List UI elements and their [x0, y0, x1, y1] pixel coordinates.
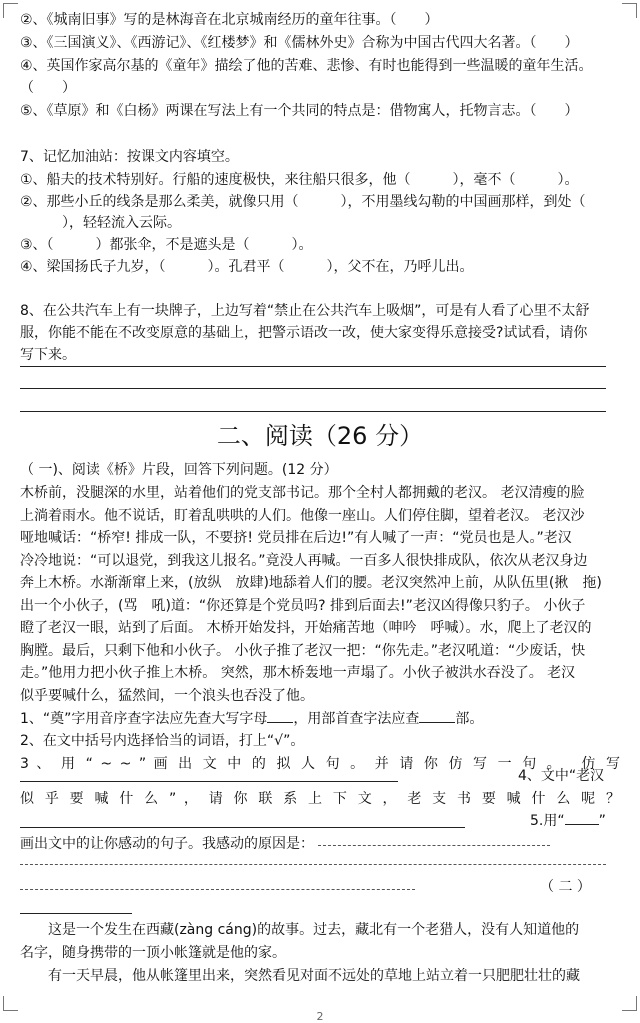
page-number: 2 [316, 1010, 324, 1023]
answer-line-q3[interactable] [20, 781, 398, 782]
passage-line: 冷冷地说：“可以退党，到我这儿报名。”竟没人再喊。一百多人很快排成队，依次从老汉身边 [20, 553, 588, 569]
q7-line: ），轻轻流入云际。 [20, 215, 181, 231]
passage-line: 胸膛。最后，只剩下他和小伙子。 小伙子推了老汉一把：“你先走。”老汉吼道：“少废话，快 [20, 643, 586, 659]
judge-item: ②、《城南旧事》写的是林海音在北京城南经历的童年往事。（ ） [20, 12, 439, 28]
q7-line: ①、船夫的技术特别好。行船的速度极快，来往船只很多，他（ ），毫不（ ）。 [20, 172, 579, 188]
radical-blank[interactable] [419, 710, 455, 723]
question-5-start [530, 812, 620, 830]
answer-line[interactable] [20, 411, 606, 412]
question-3: 3 、 用 “ ~ ~ ” 画 出 文 中 的 拟 人 句 。 并 请 你 仿 写 一 句 。 仿 写 [20, 756, 620, 772]
passage-line: 似乎要喊什么，猛然间，一个浪头也吞没了他。 [20, 688, 314, 704]
passage-line: 上淌着雨水。他不说话，盯着乱哄哄的人们。他像一座山。人们停住脚，望着老汉。 老汉沙 [20, 508, 585, 524]
answer-dash-3[interactable] [20, 889, 415, 890]
question-4-start: 4、文中“老汉 [518, 768, 605, 784]
answer-line-q4[interactable] [20, 827, 465, 828]
passage-line: 出一个小伙子，(骂 吼)道：“你还算是个党员吗? 排到后面去!”老汉凶得像只豹子。 小伙子 [20, 598, 586, 614]
question-2: 2、在文中括号内选择恰当的词语，打上“√”。 [20, 733, 305, 749]
passage-line: 木桥前，没腿深的水里，站着他们的党支部书记。那个全村人都拥戴的老汉。 老汉清瘦的脸 [20, 485, 585, 501]
passage2-line: 名字，随身携带的一顶小帐篷就是他的家。 [20, 945, 286, 961]
question-1-text-b: ，用部首查字法应查 [293, 711, 420, 727]
letter-blank[interactable] [267, 710, 293, 723]
question-4-text: 似 乎 要 喊 什 么 ” ， 请 你 联 系 上 下 文 ， 老 支 书 要 喊 什 么 呢 ？ [20, 791, 620, 807]
section-title: 二、阅读（26 分） [216, 422, 424, 450]
passage2-line: 有一天早晨，他从帐篷里出来，突然看见对面不远处的草地上站立着一只肥肥壮壮的藏 [48, 968, 580, 984]
mark-blank[interactable] [565, 812, 599, 825]
question-1 [20, 710, 620, 728]
question-1-text-c: 部。 [455, 711, 484, 727]
answer-dash-2[interactable] [20, 864, 606, 865]
q7-title: 7、记忆加油站：按课文内容填空。 [20, 149, 239, 165]
crop-mark-bottom-right [622, 996, 637, 1011]
passage-line: 哑地喊话：“桥窄! 排成一队，不要挤! 党员排在后边!”有人喊了一声：“党员也是人。”老汉 [20, 530, 572, 546]
short-line [20, 913, 132, 914]
crop-mark-top-right [622, 3, 637, 18]
q7-line: ④、梁国扬氏子九岁，（ ）。孔君平（ ），父不在，乃呼儿出。 [20, 259, 474, 275]
judge-item: ④、英国作家高尔基的《童年》描绘了他的苦难、悲惨、有时也能得到一些温暖的童年生活。 [20, 58, 593, 74]
answer-line[interactable] [20, 388, 606, 389]
crop-mark-top-left [3, 3, 18, 18]
crop-mark-bottom-left [3, 996, 18, 1011]
judge-item: ③、《三国演义》、《西游记》、《红楼梦》和《儒林外史》合称为中国古代四大名著。（ ） [20, 35, 579, 51]
judge-item: （ ） [20, 80, 76, 96]
passage-line: 走。”他用力把小伙子推上木桥。 突然，那木桥轰地一声塌了。小伙子被洪水吞没了。 老汉 [20, 665, 576, 681]
question-5-text: 画出文中的让你感动的句子。我感动的原因是： [20, 836, 314, 852]
question-1-text-a: 1、“奠”字用音序查字法应先查大写字母 [20, 711, 268, 727]
q7-line: ②、那些小丘的线条是那么柔美，就像只用（ ），不用墨线勾勒的中国画那样，到处（ [20, 194, 586, 210]
q7-line: ③、（ ）都张伞，不是遮头是（ ）。 [20, 237, 313, 253]
answer-dash-1[interactable] [318, 845, 550, 846]
passage-intro: （ 一)、阅读《桥》片段，回答下列问题。(12 分） [20, 462, 338, 478]
question-5-text-b: ” [598, 813, 606, 829]
passage2-line: 这是一个发生在西藏(zàng cáng)的故事。过去，藏北有一个老猎人，没有人知道他的 [48, 922, 580, 938]
q8-line: 8、在公共汽车上有一块牌子，上边写着“禁止在公共汽车上吸烟”，可是有人看了心里不太舒 [20, 303, 590, 319]
passage-line: 瞪了老汉一眼，站到了后面。 木桥开始发抖，开始痛苦地（呻吟 呼喊）。水，爬上了老汉的 [20, 620, 592, 636]
q8-line: 服，你能不能在不改变原意的基础上，把警示语改一改，使大家变得乐意接受?试试看，请你 [20, 325, 588, 341]
part-2-label: （ 二 ） [540, 879, 591, 895]
judge-item: ⑤、《草原》和《白杨》两课在写法上有一个共同的特点是：借物寓人，托物言志。（ ） [20, 103, 579, 119]
passage-line: 奔上木桥。水渐渐窜上来，(放纵 放肆)地舔着人们的腰。老汉突然冲上前，从队伍里(揪 拖) [20, 575, 602, 591]
answer-line[interactable] [20, 366, 606, 367]
question-5-text-a: 5.用“ [530, 813, 565, 829]
q8-line: 写下来。 [20, 347, 76, 363]
